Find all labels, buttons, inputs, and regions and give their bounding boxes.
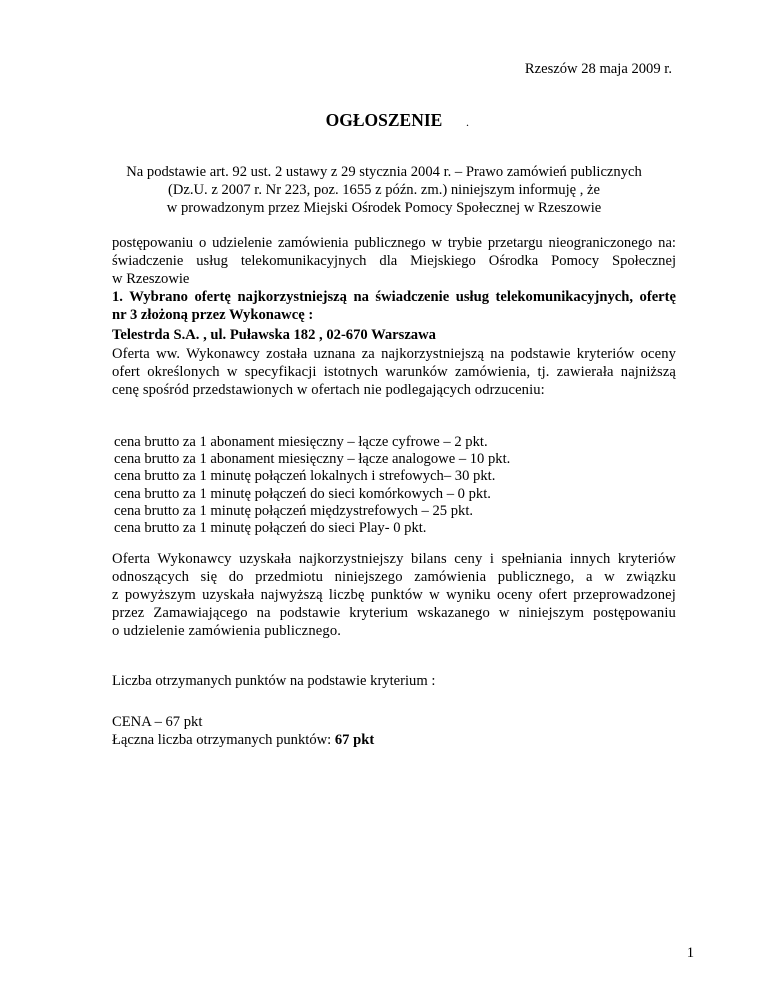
procedure-line: świadczenie usług telekomunikacyjnych dla Miejskiego Ośrodka Pomocy Społecznej [112,253,676,269]
summary-paragraph [112,550,676,640]
list-item: cena brutto za 1 abonament miesięczny – łącze analogowe – 10 pkt. [114,451,511,468]
list-item: cena brutto za 1 abonament miesięczny – łącze cyfrowe – 2 pkt. [114,434,488,450]
selection-heading: 1. Wybrano ofertę najkorzystniejszą na świadczenie usług telekomunikacyjnych, ofertę [112,289,676,305]
legal-basis-paragraph [96,163,672,217]
total-points-value: 67 pkt [334,732,375,748]
points-intro: Liczba otrzymanych punktów na podstawie kryterium : [112,673,436,689]
legal-basis-line: w prowadzonym przez Miejski Ośrodek Pomocy Społecznej w Rzeszowie [166,200,602,216]
procedure-line: postępowaniu o udzielenie zamówienia publicznego w trybie przetargu nieograniczonego na: [112,235,676,251]
offer-line: ofert określonych w specyfikacji istotnych warunków zamówienia, tj. zawierała najniższą [112,364,676,380]
list-item: cena brutto za 1 minutę połączeń do sieci Play- 0 pkt. [114,520,427,537]
title-mark: . [466,115,469,129]
selection-heading-cont: nr 3 złożoną przez Wykonawcę : [112,307,314,323]
contractor-name: Telestrda S.A. , ul. Puławska 182 , 02-670 Warszawa [112,327,436,343]
summary-line: przez Zamawiającego na podstawie kryterium wskazanego w niniejszym postępowaniu [112,605,676,621]
document-date: Rzeszów 28 maja 2009 r. [524,61,672,77]
criterion-price: CENA – 67 pkt [112,714,203,730]
list-item: cena brutto za 1 minutę połączeń międzystrefowych – 25 pkt. [114,502,474,519]
summary-line: o udzielenie zamówienia publicznego. [112,623,342,639]
price-criteria-list [114,434,510,537]
procedure-paragraph [112,234,676,324]
offer-line: Oferta ww. Wykonawcy została uznana za najkorzystniejszą na podstawie kryteriów oceny [112,346,676,362]
summary-line: z powyższym uzyskała najwyższą liczbę punktów w wyniku oceny ofert przeprowadzonej [112,587,676,603]
total-points [112,731,676,749]
page-number: 1 [686,945,694,961]
total-points-label: Łączna liczba otrzymanych punktów: [112,732,335,748]
document-title: OGŁOSZENIE [325,110,443,130]
list-item: cena brutto za 1 minutę połączeń do sieci komórkowych – 0 pkt. [114,485,491,502]
offer-line: cenę spośród przedstawionych w ofertach nie podlegających odrzuceniu: [112,382,545,398]
offer-paragraph [112,345,676,399]
legal-basis-line: Na podstawie art. 92 ust. 2 ustawy z 29 stycznia 2004 r. – Prawo zamówień publicznych [126,164,642,180]
procedure-line: w Rzeszowie [112,271,190,287]
list-item: cena brutto za 1 minutę połączeń lokalnych i strefowych– 30 pkt. [114,468,496,485]
summary-line: Oferta Wykonawcy uzyskała najkorzystniejszy bilans ceny i spełniania innych kryteriów [112,551,676,567]
summary-line: odnoszących się do przedmiotu niniejszego zamówienia publicznego, a w związku [112,569,676,585]
legal-basis-line: (Dz.U. z 2007 r. Nr 223, poz. 1655 z późn. zm.) niniejszym informuję , że [167,182,601,198]
